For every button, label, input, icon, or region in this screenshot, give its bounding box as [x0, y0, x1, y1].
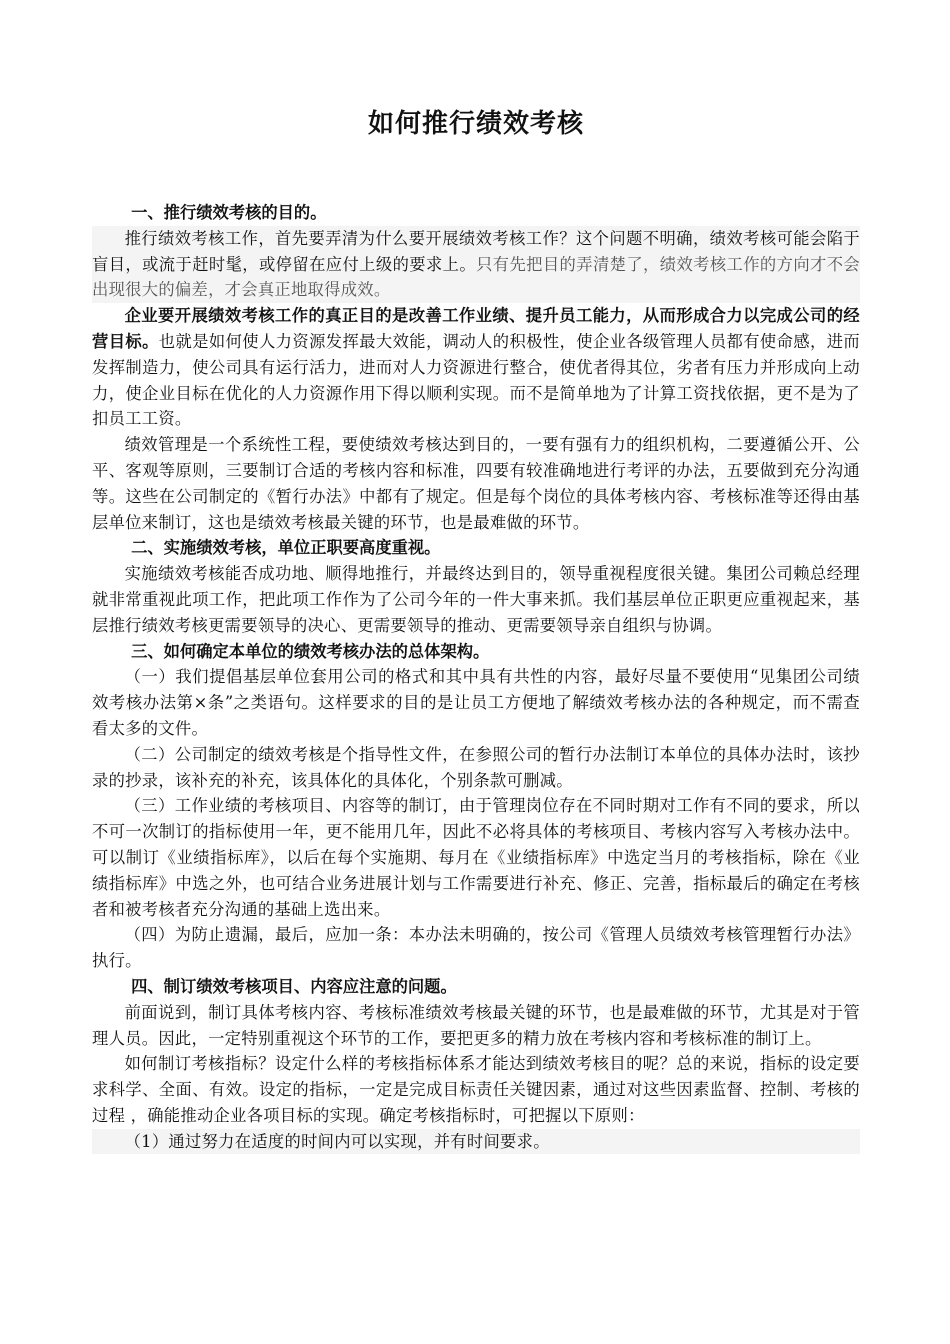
section-2-paragraph-1: 实施绩效考核能否成功地、顺得地推行，并最终达到目的，领导重视程度很关键。集团公司赖总经理就非常重视此项工作，把此项工作作为了公司今年的一件大事来抓。我们基层单位正职更应重视起来，基层推行绩效考核更需要领导的决心、更需要领导的推动、更需要领导亲自组织与协调。	[92, 564, 860, 635]
document-title: 如何推行绩效考核	[367, 109, 584, 139]
section-4-paragraph-1: 前面说到，制订具体考核内容、考核标准绩效考核最关键的环节，也是最难做的环节，尤其是对于管理人员。因此，一定特别重视这个环节的工作，要把更多的精力放在考核内容和考核标准的制订上。	[92, 1002, 860, 1048]
section-4-paragraph-3: （1）通过努力在适度的时间内可以实现，并有时间要求。	[92, 1129, 860, 1155]
section-1-paragraph-3: 绩效管理是一个系统性工程，要使绩效考核达到目的，一要有强有力的组织机构，二要遵循公开、公平、客观等原则，三要制订合适的考核内容和标准，四要有较准确地进行考评的办法，五要做到充分沟通等。这些在公司制定的《暂行办法》中都有了规定。但是每个岗位的具体考核内容、考核标准等还得由基层单位来制订，这也是绩效考核最关键的环节，也是最难做的环节。	[92, 435, 860, 532]
section-4-heading: 四、制订绩效考核项目、内容应注意的问题。	[131, 976, 457, 996]
section-1-heading: 一、推行绩效考核的目的。	[131, 203, 327, 222]
section-3-paragraph-1: （一）我们提倡基层单位套用公司的格式和其中具有共性的内容，最好尽量不要使用“见集团公司绩效考核办法第×条”之类语句。这样要求的目的是让员工方便地了解绩效考核办法的各种规定，而不需查看太多的文件。	[92, 667, 860, 738]
section-4-paragraph-2: 如何制订考核指标？设定什么样的考核指标体系才能达到绩效考核目的呢？总的来说，指标的设定要求科学、全面、有效。设定的指标，一定是完成目标责任关键因素，通过对这些因素监督、控制、考核的过程 ，确能推动企业各项目标的实现。确定考核指标时，可把握以下原则：	[92, 1054, 860, 1125]
section-1-paragraph-1-tail: 只有先把目的弄清楚了，绩效考核工作的方向才不会出现很大的偏差，才会真正地取得成效。	[92, 254, 861, 300]
section-2-heading: 二、实施绩效考核，单位正职要高度重视。	[131, 538, 441, 558]
section-1-paragraph-2-emphasis: 企业要开展绩效考核工作的真正目的是改善工作业绩、提升员工能力，从而形成合力以完成公司的经营目标。	[92, 306, 860, 351]
section-3-paragraph-3: （三）工作业绩的考核项目、内容等的制订，由于管理岗位存在不同时期对工作有不同的要求，所以不可一次制订的指标使用一年，更不能用几年，因此不必将具体的考核项目、考核内容写入考核办法中。可以制订《业绩指标库》，以后在每个实施期、每月在《业绩指标库》中选定当月的考核指标，除在《业绩指标库》中选之外，也可结合业务进展计划与工作需要进行补充、修正、完善，指标最后的确定在考核者和被考核者充分沟通的基础上选出来。	[92, 796, 860, 919]
section-1-paragraph-1	[92, 226, 860, 303]
section-3-paragraph-2: （二）公司制定的绩效考核是个指导性文件，在参照公司的暂行办法制订本单位的具体办法时，该抄录的抄录，该补充的补充，该具体化的具体化，个别条款可删减。	[92, 744, 860, 790]
section-3-heading: 三、如何确定本单位的绩效考核办法的总体架构。	[131, 641, 490, 661]
section-1-paragraph-2	[92, 303, 860, 432]
section-1-paragraph-1-main: 推行绩效考核工作，首先要弄清为什么要开展绩效考核工作？这个问题不明确，绩效考核可能会陷于盲目，或流于赶时髦，或停留在应付上级的要求上。	[92, 228, 860, 274]
section-1-paragraph-2-rest: 也就是如何使人力资源发挥最大效能，调动人的积极性，使企业各级管理人员都有使命感，进而发挥制造力，使公司具有运行活力，进而对人力资源进行整合，使优者得其位，劣者有压力并形成向上动力，使企业目标在优化的人力资源作用下得以顺利实现。而不是简单地为了计算工资找依据，更不是为了扣员工工资。	[92, 331, 860, 429]
section-3-paragraph-4: （四）为防止遗漏，最后，应加一条：本办法未明确的，按公司《管理人员绩效考核管理暂行办法》执行。	[92, 925, 860, 971]
document-body	[92, 200, 860, 1154]
